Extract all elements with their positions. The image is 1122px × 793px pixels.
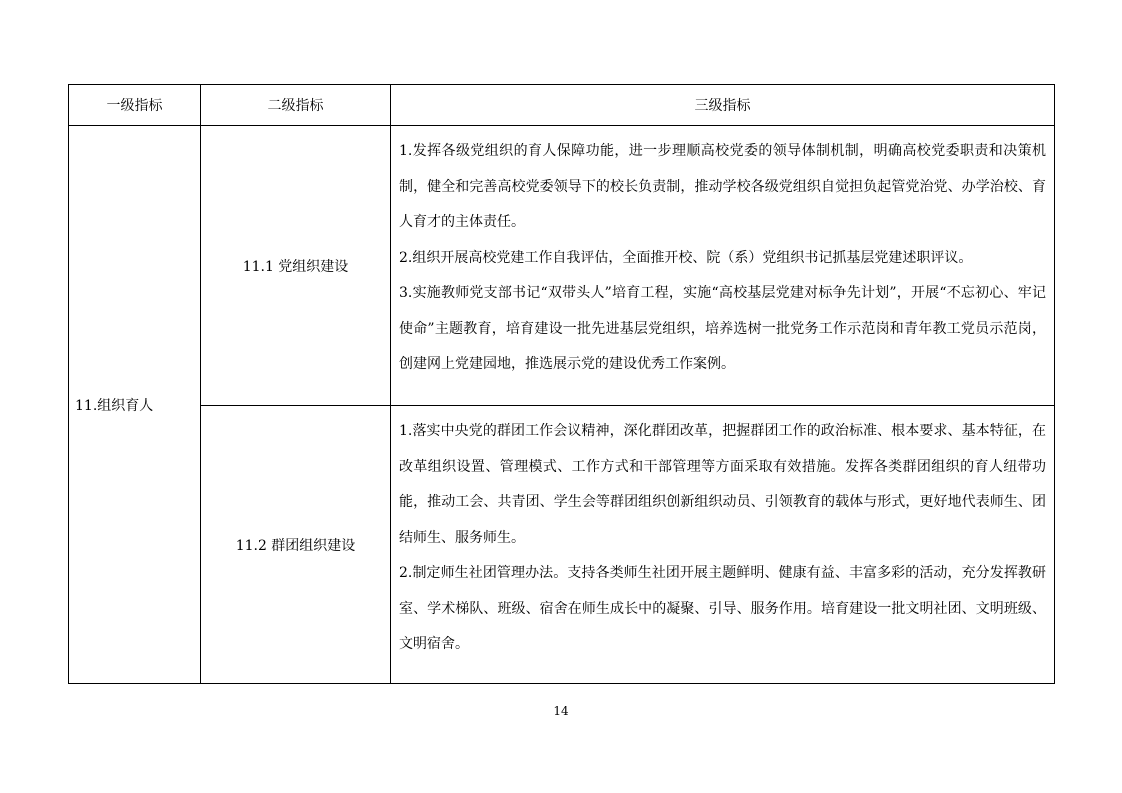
- header-level3: 三级指标: [391, 85, 1055, 126]
- page-number: 14: [553, 704, 569, 718]
- header-row: [69, 85, 1055, 126]
- level3-item: 3.实施教师党支部书记“双带头人”培育工程，实施“高校基层党建对标争先计划”，开展“不忘初心、牢记使命”主题教育，培育建设一批先进基层党组织，培养选树一批党务工作示范岗和青年教工党员示范岗，创建网上党建园地，推选展示党的建设优秀工作案例。: [399, 285, 1046, 372]
- level3-indicator-cell: [391, 126, 1055, 406]
- level3-item: 2.组织开展高校党建工作自我评估，全面推开校、院（系）党组织书记抓基层党建述职评议。: [399, 249, 973, 266]
- header-level1: 一级指标: [69, 85, 201, 126]
- header-level2: 二级指标: [201, 85, 391, 126]
- level3-item: 2.制定师生社团管理办法。支持各类师生社团开展主题鲜明、健康有益、丰富多彩的活动，充分发挥教研室、学术梯队、班级、宿舍在师生成长中的凝聚、引导、服务作用。培育建设一批文明社团、文明班级、文明宿舍。: [399, 565, 1046, 652]
- level3-indicator-cell: [391, 406, 1055, 684]
- table-row: [69, 406, 1055, 684]
- level3-item: 1.落实中央党的群团工作会议精神，深化群团改革，把握群团工作的政治标准、根本要求、基本特征，在改革组织设置、管理模式、工作方式和干部管理等方面采取有效措施。发挥各类群团组织的育人纽带功能，推动工会、共青团、学生会等群团组织创新组织动员、引领教育的载体与形式，更好地代表师生、团结师生、服务师生。: [399, 423, 1046, 546]
- level2-indicator: 11.2 群团组织建设: [201, 406, 391, 684]
- table-row: [69, 126, 1055, 406]
- level3-item: 1.发挥各级党组织的育人保障功能，进一步理顺高校党委的领导体制机制，明确高校党委职责和决策机制，健全和完善高校党委领导下的校长负责制，推动学校各级党组织自觉担负起管党治党、办学治校、育人育才的主体责任。: [399, 143, 1046, 230]
- level1-indicator: 11.组织育人: [69, 126, 201, 684]
- indicator-table: [68, 84, 1055, 684]
- level2-indicator: 11.1 党组织建设: [201, 126, 391, 406]
